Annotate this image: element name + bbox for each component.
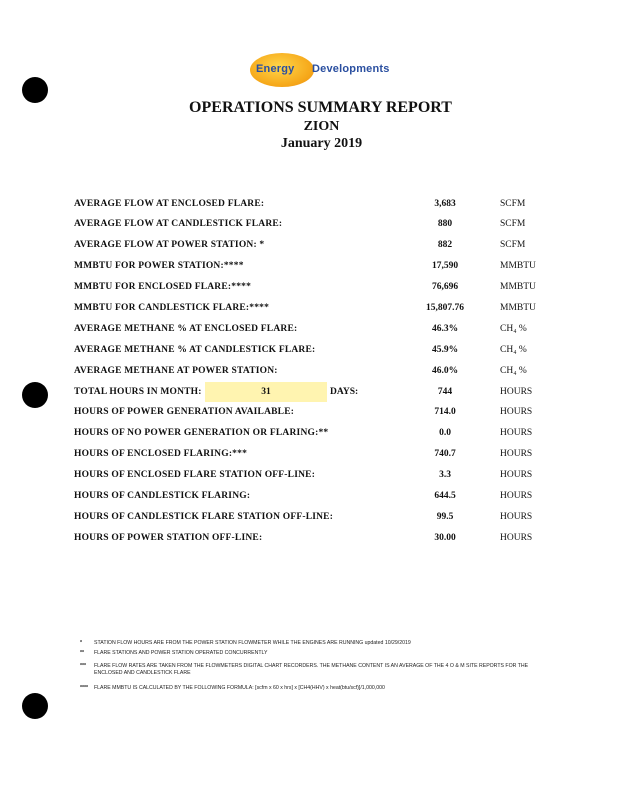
row-unit: HOURS (500, 491, 533, 501)
summary-row-enclosed-offline (0, 470, 643, 486)
row-label: HOURS OF CANDLESTICK FLARING: (74, 491, 251, 501)
row-label: HOURS OF ENCLOSED FLARE STATION OFF-LINE: (74, 470, 316, 480)
row-value: 644.5 (434, 491, 456, 501)
logo-word-developments: Developments (312, 63, 390, 75)
row-label: AVERAGE FLOW AT CANDLESTICK FLARE: (74, 219, 283, 229)
row-value: 880 (437, 219, 453, 229)
summary-row-methane-power-station (0, 366, 643, 382)
summary-row-mmbtu-power-station (0, 261, 643, 277)
row-value: 17,590 (431, 261, 459, 271)
summary-row-methane-enclosed (0, 324, 643, 340)
footnote-mmbtu-formula (80, 685, 550, 692)
days-label: DAYS: (330, 387, 359, 397)
row-value: 3.3 (439, 470, 451, 480)
row-unit: HOURS (500, 449, 533, 459)
row-unit: SCFM (500, 240, 526, 250)
row-label: AVERAGE METHANE AT POWER STATION: (74, 366, 278, 376)
row-unit: SCFM (500, 199, 526, 209)
row-unit: MMBTU (500, 261, 536, 271)
row-label: AVERAGE METHANE % AT CANDLESTICK FLARE: (74, 345, 316, 355)
row-unit: SCFM (500, 219, 526, 229)
row-unit: HOURS (500, 387, 533, 397)
footnote-text: FLARE FLOW RATES ARE TAKEN FROM THE FLOWMETERS DIGITAL CHART RECORDERS. THE METHANE CONTENT IS AN AVERAGE OF THE 4 O & M SITE REPORTS FOR THE ENCLOSED AND CANDLESTICK FLARE (94, 663, 529, 676)
row-label: HOURS OF POWER STATION OFF-LINE: (74, 533, 263, 543)
company-logo (250, 53, 390, 89)
footnote-text: FLARE MMBTU IS CALCULATED BY THE FOLLOWING FORMULA: [scfm x 60 x hrs] x [CH4(HHV) x heat(btu/scf)]/1,000,000 (94, 685, 385, 691)
row-value: 740.7 (434, 449, 456, 459)
report-period: January 2019 (280, 136, 363, 151)
row-value: 3,683 (434, 199, 456, 209)
row-value: 882 (437, 240, 453, 250)
summary-row-methane-candlestick (0, 345, 643, 361)
footnote-text: FLARE STATIONS AND POWER STATION OPERATED CONCURRENTLY (94, 650, 268, 656)
logo-word-energy: Energy (256, 63, 295, 75)
row-label: HOURS OF ENCLOSED FLARING:*** (74, 449, 248, 459)
row-value: 46.3% (431, 324, 459, 334)
row-value: 744 (437, 387, 453, 397)
row-value: 46.0% (431, 366, 459, 376)
summary-row-power-station-offline (0, 533, 643, 549)
row-label: MMBTU FOR CANDLESTICK FLARE:**** (74, 303, 270, 313)
footnote-marker: ** (80, 650, 85, 656)
row-unit: CH₄ % (500, 366, 527, 376)
row-unit: CH₄ % (500, 345, 527, 355)
footnote-station-flow-hours (80, 640, 550, 647)
row-unit: HOURS (500, 407, 533, 417)
row-unit: HOURS (500, 533, 533, 543)
row-value: 15,807.76 (426, 303, 464, 313)
summary-row-power-gen-available (0, 407, 643, 423)
row-label: AVERAGE FLOW AT POWER STATION: * (74, 240, 265, 250)
summary-row-mmbtu-candlestick (0, 303, 643, 319)
summary-row-total-hours (0, 387, 643, 403)
row-unit: MMBTU (500, 282, 536, 292)
row-unit: CH₄ % (500, 324, 527, 334)
footnote-marker: *** (80, 663, 87, 669)
summary-row-avg-flow-power-station (0, 240, 643, 256)
summary-row-avg-flow-candlestick (0, 219, 643, 235)
row-label: MMBTU FOR POWER STATION:**** (74, 261, 244, 271)
days-in-month-field: 31 (205, 382, 327, 402)
row-label: HOURS OF NO POWER GENERATION OR FLARING:** (74, 428, 329, 438)
row-label: HOURS OF CANDLESTICK FLARE STATION OFF-LINE: (74, 512, 334, 522)
footnote-marker: * (80, 640, 83, 646)
row-value: 76,696 (431, 282, 459, 292)
row-label: MMBTU FOR ENCLOSED FLARE:**** (74, 282, 252, 292)
row-value: 714.0 (434, 407, 456, 417)
summary-row-enclosed-flaring (0, 449, 643, 465)
footnote-concurrent-operation (80, 650, 550, 657)
summary-row-candlestick-flaring (0, 491, 643, 507)
summary-row-mmbtu-enclosed (0, 282, 643, 298)
footnote-text: STATION FLOW HOURS ARE FROM THE POWER STATION FLOWMETER WHILE THE ENGINES ARE RUNNING updated 10/29/2019 (94, 640, 411, 646)
row-label: HOURS OF POWER GENERATION AVAILABLE: (74, 407, 295, 417)
summary-row-candlestick-offline (0, 512, 643, 528)
report-title: OPERATIONS SUMMARY REPORT (189, 99, 452, 116)
footnote-flare-flow-rates (80, 663, 550, 677)
row-unit: HOURS (500, 512, 533, 522)
row-unit: MMBTU (500, 303, 536, 313)
row-value: 30.00 (434, 533, 456, 543)
row-value: 45.9% (431, 345, 459, 355)
row-value: 0.0 (439, 428, 451, 438)
row-label: TOTAL HOURS IN MONTH: (74, 387, 202, 397)
row-value: 99.5 (436, 512, 454, 522)
row-label: AVERAGE FLOW AT ENCLOSED FLARE: (74, 199, 265, 209)
footnote-marker: **** (80, 685, 89, 691)
summary-row-no-power-or-flaring (0, 428, 643, 444)
summary-row-avg-flow-enclosed (0, 199, 643, 215)
row-unit: HOURS (500, 470, 533, 480)
site-name: ZION (303, 119, 340, 134)
punch-hole (22, 693, 48, 719)
row-label: AVERAGE METHANE % AT ENCLOSED FLARE: (74, 324, 298, 334)
row-unit: HOURS (500, 428, 533, 438)
